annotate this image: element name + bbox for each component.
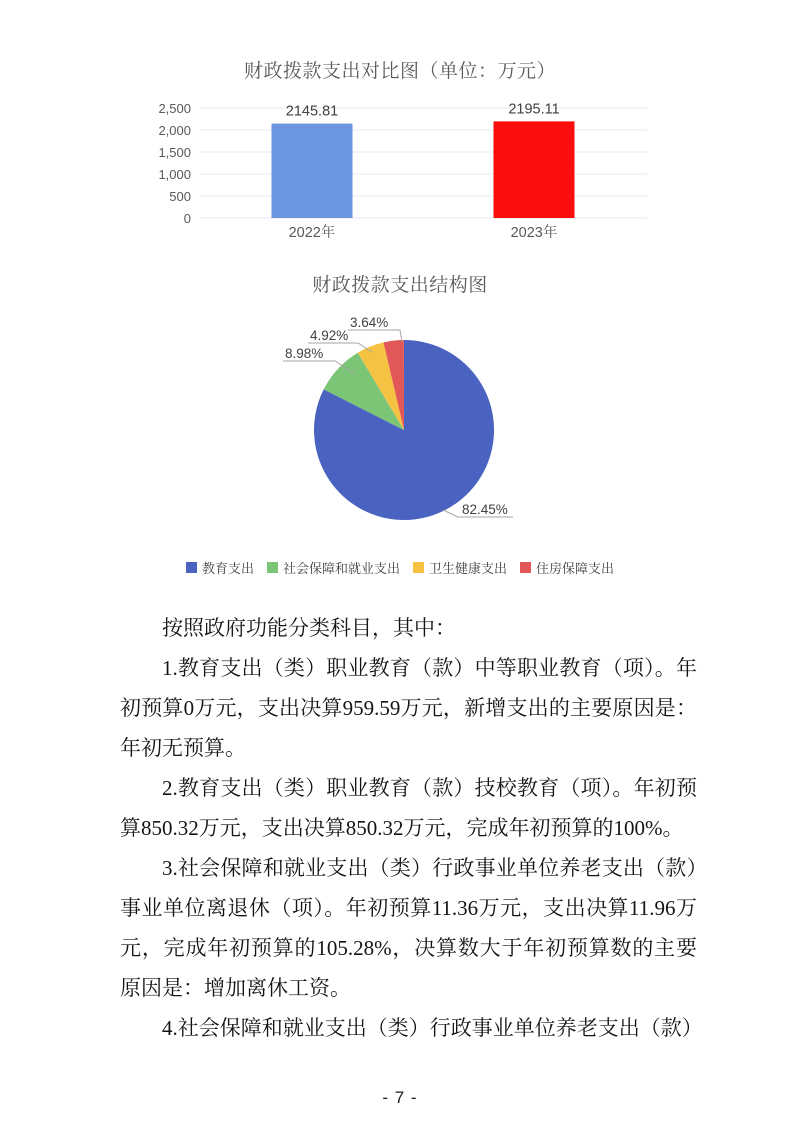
paragraph-item-2: 2.教育支出（类）职业教育（款）技校教育（项）。年初预算850.32万元，支出决算850.32万元，完成年初预算的100%。: [120, 776, 697, 840]
legend-swatch-green-icon: [267, 562, 278, 573]
y-tick-label: 2,000: [158, 123, 191, 138]
x-category-label: 2022年: [288, 225, 336, 241]
y-tick-label: 0: [183, 211, 191, 226]
legend-label: 卫生健康支出: [429, 561, 508, 576]
pie-leader-line: [348, 330, 402, 342]
bar-chart-svg: [0, 95, 800, 245]
body-text-block: [120, 608, 703, 1048]
legend-swatch-yellow-icon: [413, 562, 424, 573]
pie-chart-title: 财政拨款支出结构图: [312, 275, 488, 296]
bar: [272, 124, 353, 218]
x-category-label: 2023年: [510, 225, 558, 241]
pie-percent-label: 82.45%: [462, 502, 508, 517]
legend-label: 社会保障和就业支出: [282, 561, 400, 576]
legend-label: 住房保障支出: [536, 561, 615, 576]
paragraph-intro: 按照政府功能分类科目，其中：: [162, 616, 456, 640]
legend-item-social-security: [267, 558, 400, 577]
paragraph-item-4: 4.社会保障和就业支出（类）行政事业单位养老支出（款）: [162, 1016, 703, 1040]
pie-chart-legend: [0, 558, 800, 577]
pie-chart-svg: [0, 300, 800, 540]
y-tick-label: 2,500: [158, 101, 191, 116]
pie-percent-label: 3.64%: [350, 315, 389, 330]
legend-swatch-red-icon: [520, 562, 531, 573]
pie-percent-label: 8.98%: [285, 346, 324, 361]
pie-percent-label: 4.92%: [310, 328, 349, 343]
legend-swatch-blue-icon: [186, 562, 197, 573]
bar-value-label: 2145.81: [285, 103, 339, 120]
paragraph-item-3: 3.社会保障和就业支出（类）行政事业单位养老支出（款）事业单位离退休（项）。年初预算11.36万元，支出决算11.96万元，完成年初预算的105.28%，决算数大于年初预算数的主要原因是：增加离休工资。: [120, 856, 697, 1000]
bar-value-label: 2195.11: [508, 101, 560, 118]
y-tick-label: 1,500: [158, 145, 191, 160]
page-number: - 7 -: [382, 1088, 418, 1107]
y-tick-label: 500: [169, 189, 191, 204]
legend-item-education: [186, 558, 254, 577]
y-tick-label: 1,000: [158, 167, 191, 182]
bar: [494, 121, 575, 218]
paragraph-item-1: 1.教育支出（类）职业教育（款）中等职业教育（项）。年初预算0万元，支出决算959.59万元，新增支出的主要原因是：年初无预算。: [120, 656, 697, 760]
legend-label: 教育支出: [201, 561, 254, 576]
legend-item-health: [413, 558, 507, 577]
legend-item-housing: [520, 558, 614, 577]
bar-chart-title: 财政拨款支出对比图（单位：万元）: [243, 61, 556, 82]
